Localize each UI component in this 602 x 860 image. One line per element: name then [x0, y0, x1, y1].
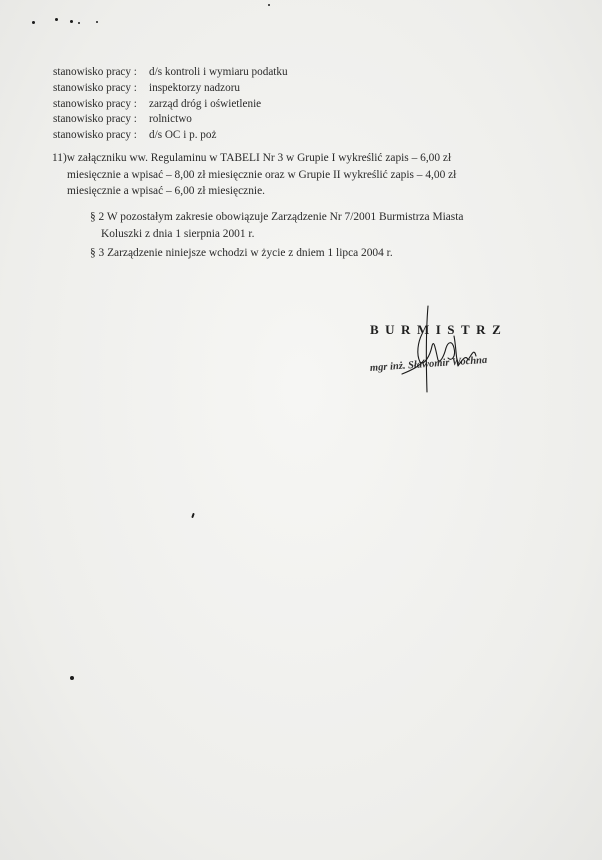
position-row	[53, 65, 288, 81]
position-row	[53, 97, 288, 113]
position-label: stanowisko pracy :	[53, 81, 137, 94]
scan-speck	[96, 21, 98, 23]
position-label: stanowisko pracy :	[53, 129, 137, 142]
position-value: rolnictwo	[149, 113, 192, 126]
position-label: stanowisko pracy :	[53, 66, 137, 78]
amendment-point-11	[52, 150, 522, 200]
scan-speck	[70, 676, 74, 680]
position-row	[53, 128, 288, 144]
scan-speck	[268, 4, 270, 6]
position-value: zarząd dróg i oświetlenie	[149, 97, 262, 110]
section-3: § 3 Zarządzenie niniejsze wchodzi w życie z dniem 1 lipca 2004 r.	[90, 247, 393, 259]
scan-speck	[191, 513, 195, 518]
handwritten-signature-icon	[382, 300, 502, 400]
position-label: stanowisko pracy :	[53, 113, 137, 126]
position-value: d/s kontroli i wymiaru podatku	[149, 66, 288, 78]
position-row	[53, 81, 288, 97]
position-row	[53, 112, 288, 128]
position-value: inspektorzy nadzoru	[149, 81, 241, 94]
paragraph-line: miesięcznie a wpisać – 6,00 zł miesięcznie.	[67, 185, 265, 198]
scan-speck	[78, 22, 80, 24]
position-value: d/s OC i p. poż	[149, 129, 217, 142]
paragraph-line: § 2 W pozostałym zakresie obowiązuje Zarządzenie Nr 7/2001 Burmistrza Miasta	[90, 211, 464, 223]
scan-speck	[55, 18, 58, 21]
paragraph-line: 11)w załączniku ww. Regulaminu w TABELI Nr 3 w Grupie I wykreślić zapis – 6,00 zł	[52, 152, 452, 164]
stamp-name: mgr inż. Sławomir Wochna	[369, 354, 488, 374]
section-2	[90, 209, 530, 242]
scan-speck	[32, 21, 35, 24]
positions-list	[53, 65, 288, 144]
paragraph-line: miesięcznie a wpisać – 8,00 zł miesięcznie oraz w Grupie II wykreślić zapis – 4,00 zł	[67, 168, 457, 181]
stamp-title: BURMISTRZ	[370, 322, 508, 337]
position-label: stanowisko pracy :	[53, 97, 137, 110]
scan-speck	[70, 20, 73, 23]
paragraph-line: Koluszki z dnia 1 sierpnia 2001 r.	[101, 227, 255, 240]
